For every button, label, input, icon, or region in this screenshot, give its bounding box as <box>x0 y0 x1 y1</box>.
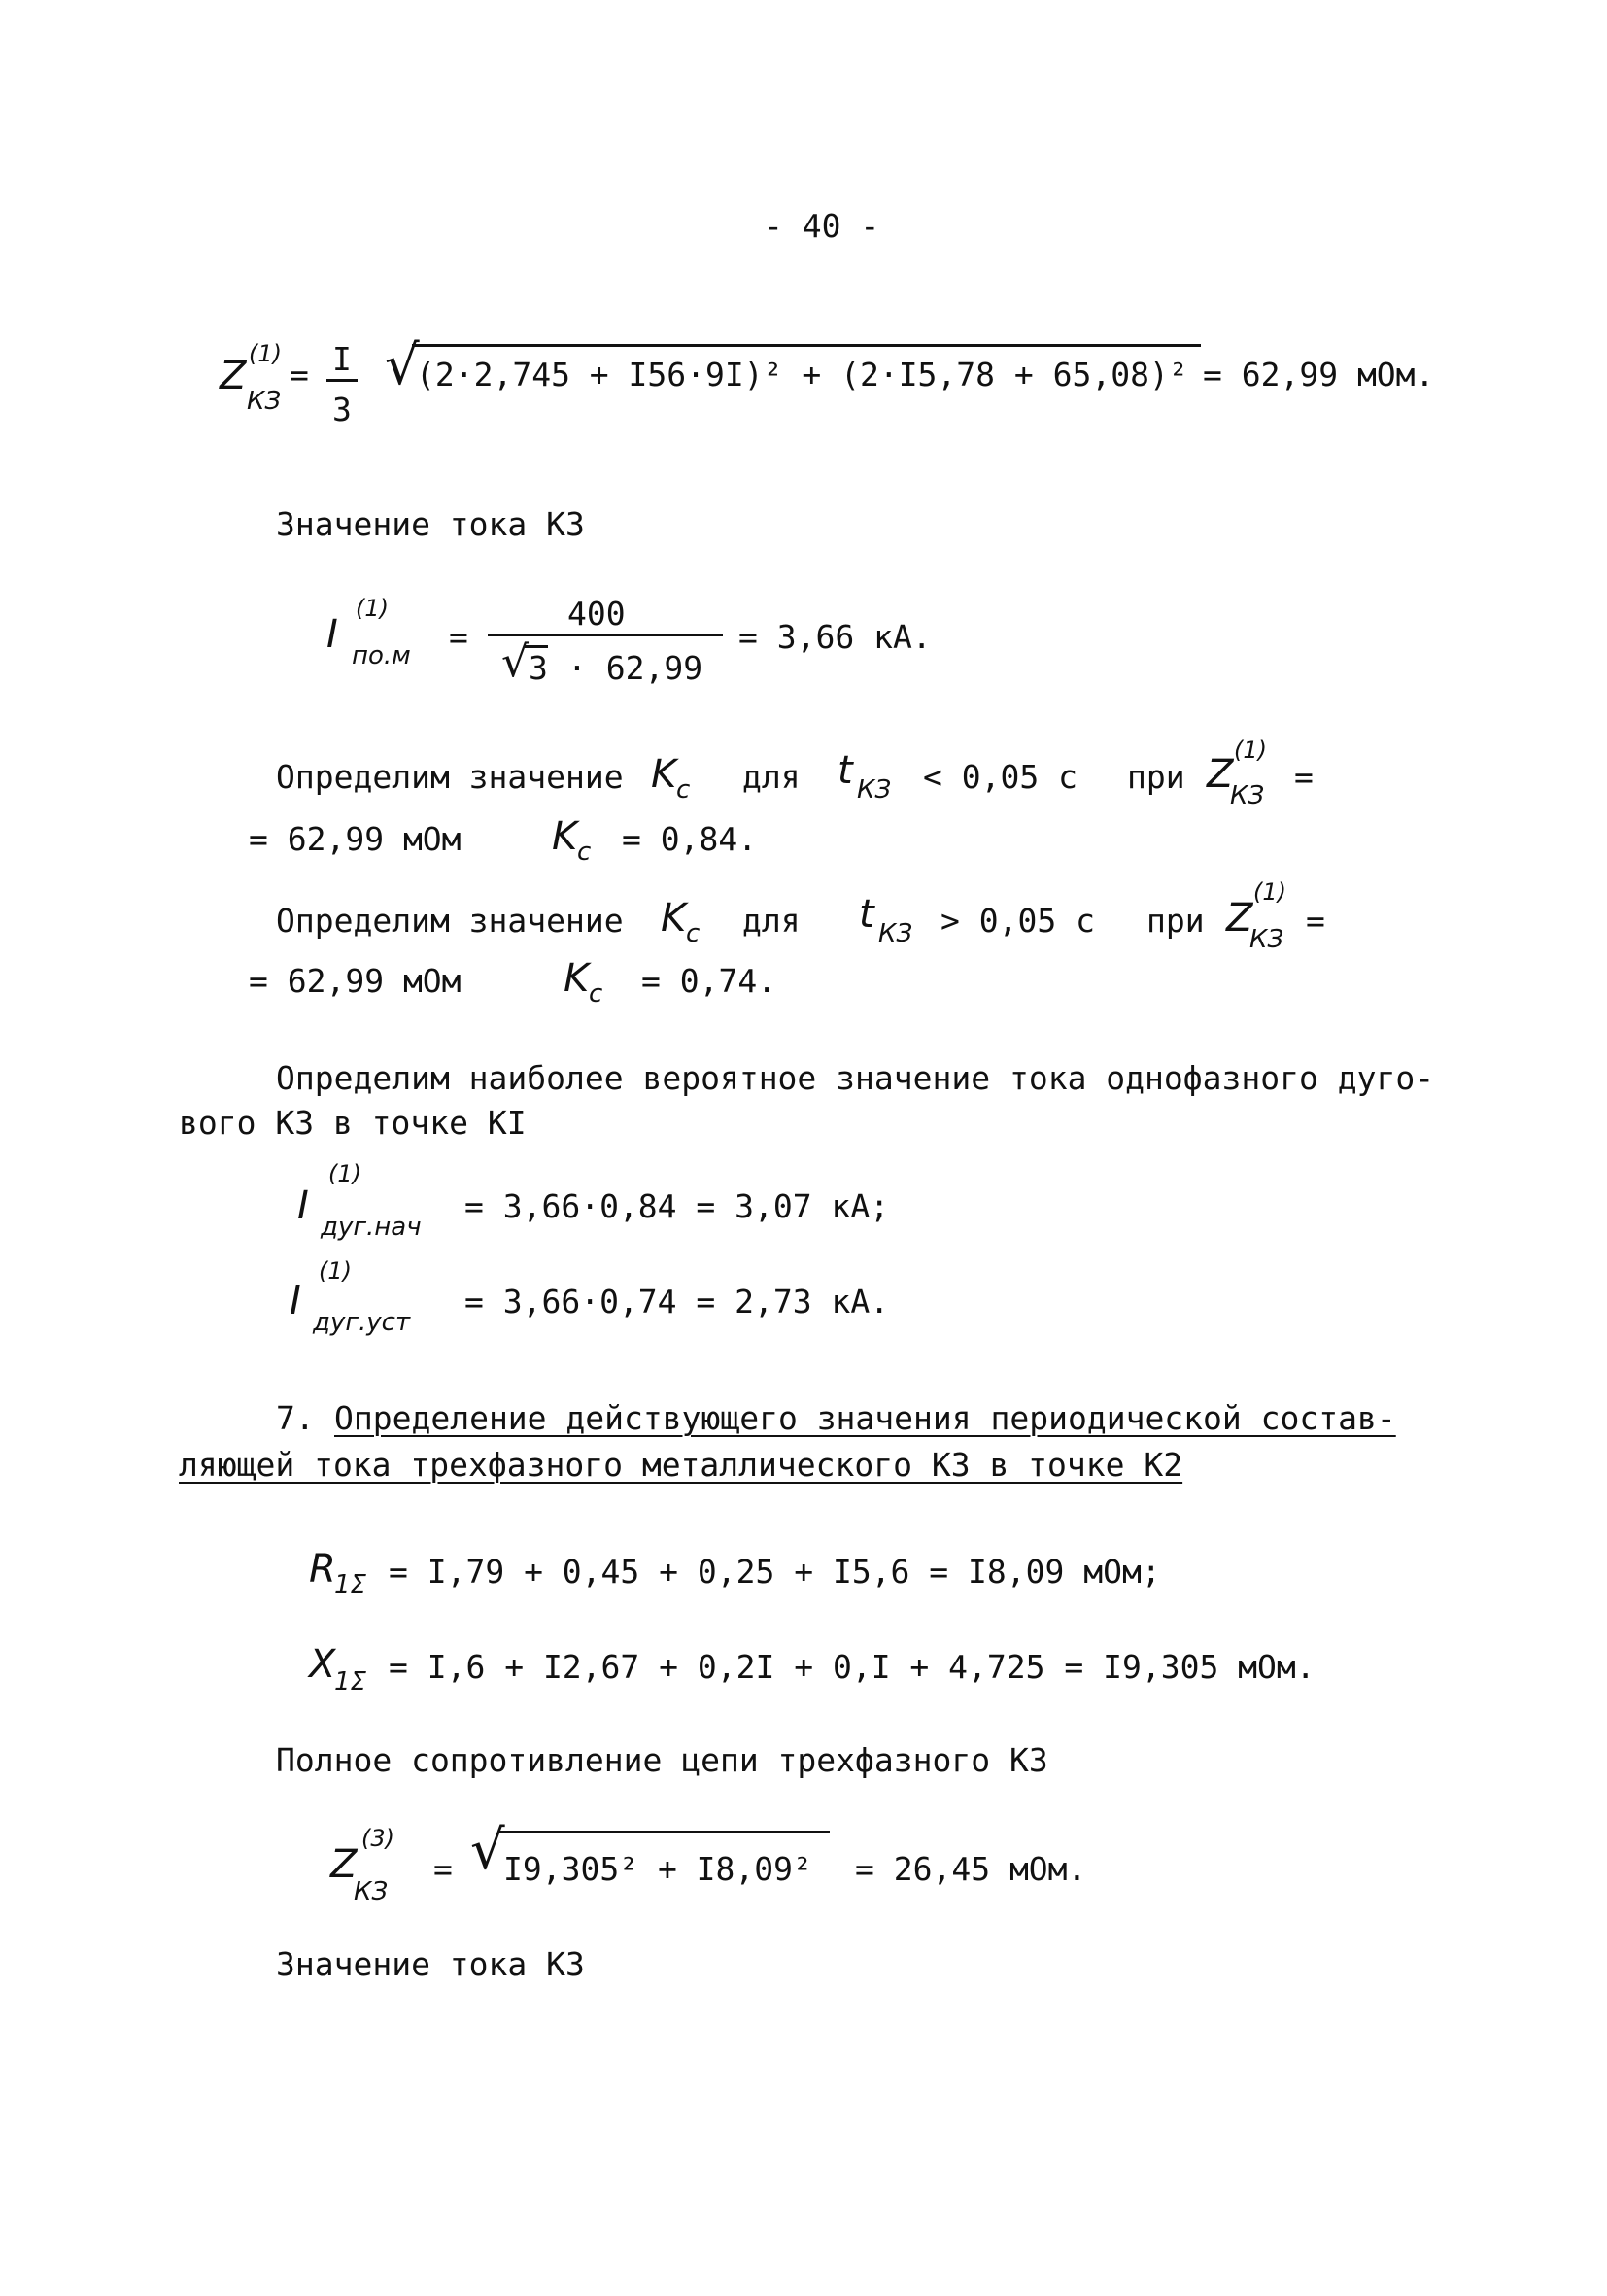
fraction-denominator: 3 <box>332 391 352 428</box>
fraction-bar <box>488 634 723 636</box>
result: = 26,45 мОм. <box>855 1850 1087 1888</box>
radicand: I9,305² + I8,09² <box>503 1850 812 1888</box>
radicand: (2·2,745 + I56·9I)² + (2·I5,78 + 65,08)² <box>416 356 1188 394</box>
fraction-numerator: I <box>332 340 352 378</box>
page-number: - 40 - <box>764 207 880 245</box>
section-title-line2: ляющей тока трехфазного металлического КЗ в точке К2 <box>179 1446 1183 1484</box>
sqrt-sign: √ <box>501 637 530 687</box>
sqrt-sign: √ <box>385 334 420 397</box>
subscript: КЗ <box>247 387 282 416</box>
section-number: 7. <box>276 1399 315 1437</box>
fraction-bar <box>326 379 358 382</box>
symbol: Z <box>220 354 247 398</box>
superscript: (1) <box>356 595 389 622</box>
subscript: по.м <box>352 641 411 670</box>
result: = 3,66 кА. <box>738 618 932 656</box>
result: = 62,99 мОм. <box>1203 356 1435 394</box>
numerator: 400 <box>567 595 626 633</box>
sqrt-sign: √ <box>470 1819 505 1882</box>
superscript: (1) <box>249 340 282 367</box>
paragraph-current-value: Значение тока КЗ <box>276 505 585 543</box>
denominator-rest: · 62,99 <box>567 649 703 687</box>
sqrt-radicand: 3 <box>529 649 548 687</box>
paragraph-current-value-2: Значение тока КЗ <box>276 1945 585 1983</box>
document-page: - 40 - Z (1) КЗ = I 3 √ (2·2,745 + I56·9I)² + (2·I5,78 + 65,08)² = 62,99 мОм. Значение тока КЗ I (1) по.м = 400 √ 3 · 62,99 = 3,66 кА. Определим значение K c для t КЗ < 0,05 с при Z (1) КЗ = = 62,99 мОм K c = 0,84. Определим значение K c для t КЗ > 0,05 с при Z (1) КЗ = = 62,99 мОм K c = 0,74. Определим наиболее вероятное значение тока однофазного дуго- вого КЗ в точке КI I (1) дуг.нач = 3,66·0,84 = 3,07 кА; I (1) дуг.уст = 3,66·0,74 = 2,73 кА. 7. Определение действующего значения периодической состав- ляющей тока трехфазного металлического КЗ в точке К2 R 1Σ = I,79 + 0,45 + 0,25 + I5,6 = I8,09 мОм; X 1Σ = I,6 + I2,67 + 0,2I + 0,I + 4,725 = I9,305 мОм. Полное сопротивление цепи трехфазного КЗ Z (3) КЗ = √ I9,305² + I8,09² = 26,45 мОм. Значение тока КЗ <box>179 207 1435 1983</box>
paragraph-full-impedance: Полное сопротивление цепи трехфазного КЗ <box>276 1741 1048 1779</box>
paragraph-arc-current-line1: Определим наиболее вероятное значение тока однофазного дуго- <box>276 1059 1435 1097</box>
section-title-line1: Определение действующего значения периодической состав- <box>334 1399 1396 1437</box>
symbol: I <box>326 612 338 657</box>
paragraph-arc-current-line2: вого КЗ в точке КI <box>179 1104 527 1142</box>
